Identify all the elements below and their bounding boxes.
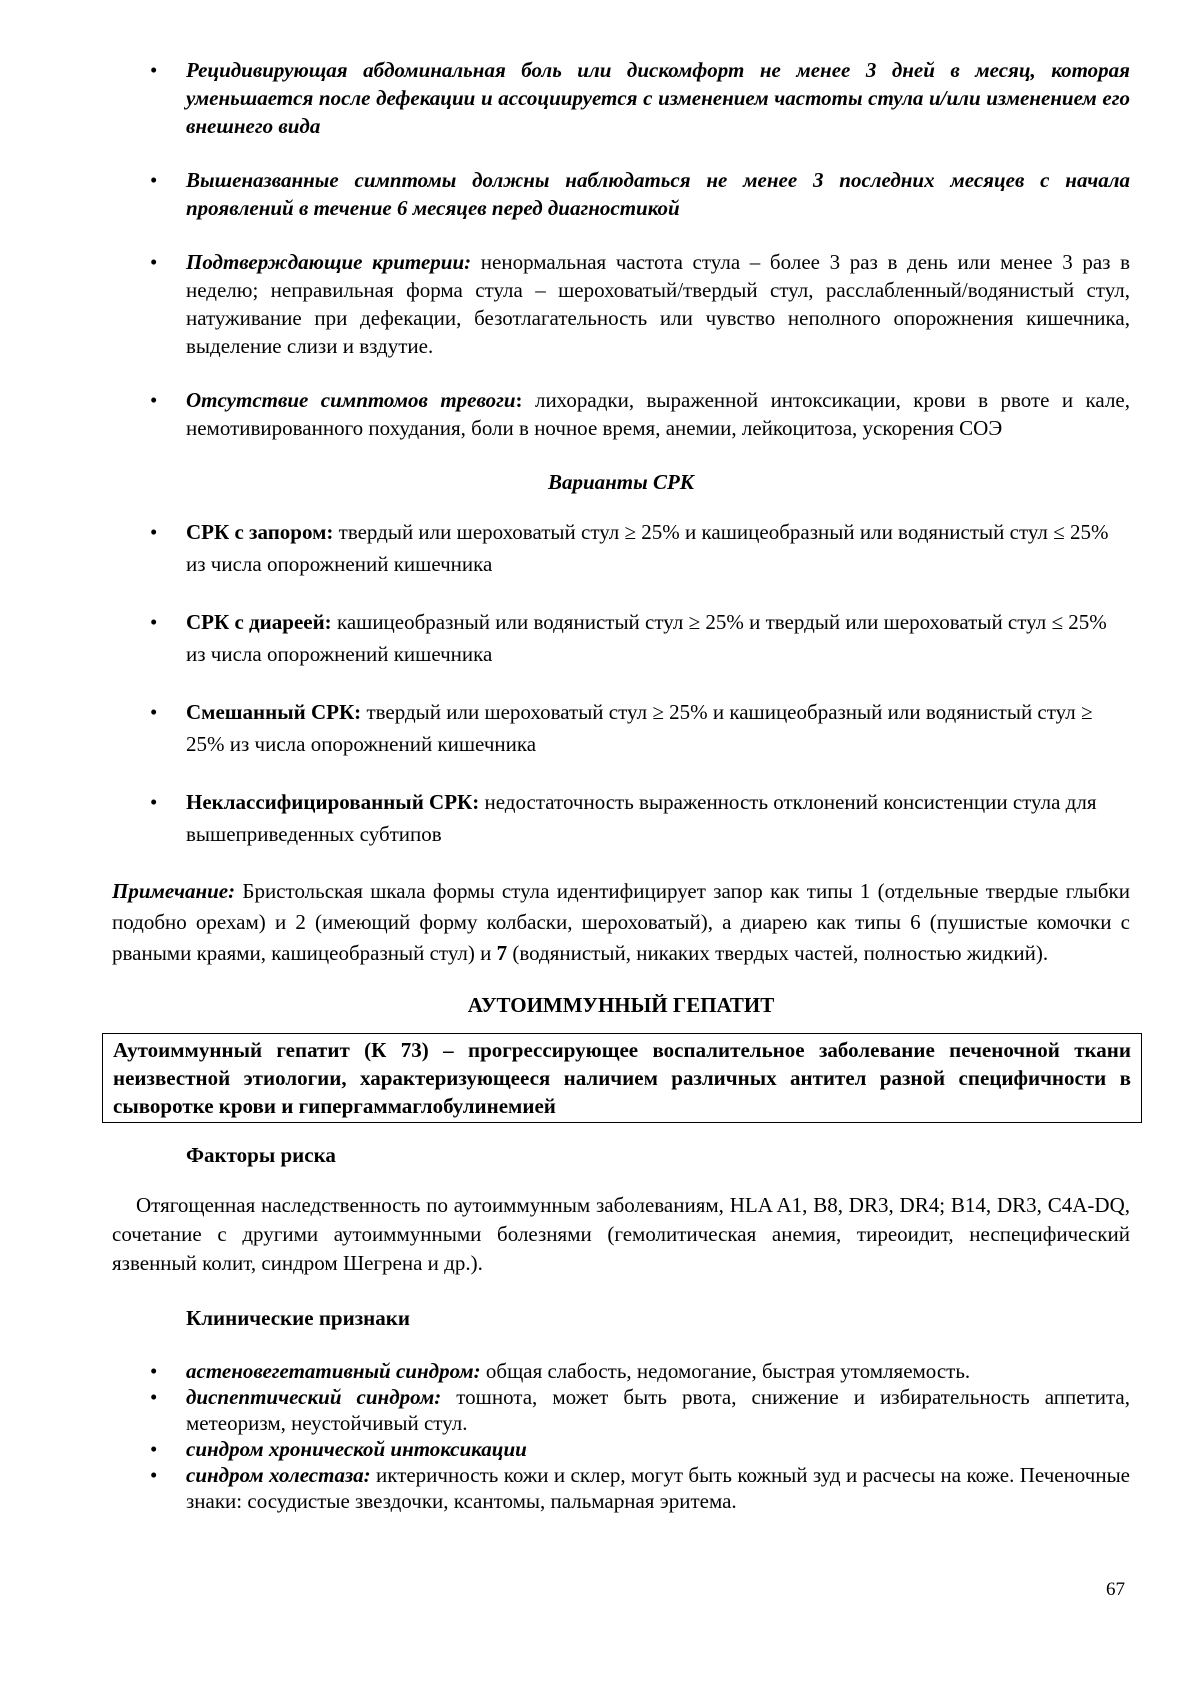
list-item: [112, 248, 1130, 360]
list-item: [112, 786, 1130, 850]
bullet: •: [150, 1385, 158, 1409]
note-text-2: (водянистый, никаких твердых частей, полностью жидкий).: [507, 941, 1049, 965]
criterion-text: ненормальная частота стула – более 3 раз в день или менее 3 раз в неделю; неправильная форма стула – шероховатый/твердый стул, расслабленный/водянистый стул, натуживание при дефекации, безотлагательность или чувство неполного опорожнения кишечника, выделение слизи и вздутие.: [186, 250, 1130, 358]
note-label: Примечание:: [112, 879, 236, 903]
rome-criteria-list: [112, 56, 1130, 442]
list-item: [112, 606, 1130, 670]
note-paragraph: [112, 876, 1130, 969]
clinical-label: синдром холестаза:: [186, 1463, 371, 1487]
criterion-text: лихорадки, выраженной интоксикации, крови в рвоте и кале, немотивированного похудания, боли в ночное время, анемии, лейкоцитоза, ускорения СОЭ: [186, 388, 1130, 440]
bullet: •: [150, 388, 158, 412]
bullet: •: [150, 520, 158, 544]
bullet: •: [150, 250, 158, 274]
page-number: 67: [1106, 1579, 1125, 1600]
variant-label: СРК с запором:: [186, 520, 334, 544]
bullet: •: [150, 1463, 158, 1487]
list-item: [112, 696, 1130, 760]
variants-heading: Варианты СРК: [547, 470, 695, 494]
variant-label: Неклассифицированный СРК:: [186, 790, 480, 814]
list-item: [112, 56, 1130, 140]
clinical-label: астеновегетативный синдром:: [186, 1359, 481, 1383]
variants-list: [112, 516, 1130, 850]
clinical-label: диспептический синдром:: [186, 1385, 442, 1409]
bullet: •: [150, 790, 158, 814]
list-item: [112, 1358, 1130, 1384]
clinical-text: общая слабость, недомогание, быстрая утомляемость.: [480, 1359, 971, 1383]
list-item: [112, 1462, 1130, 1514]
variant-text: кашицеобразный или водянистый стул ≥ 25% и твердый или шероховатый стул ≤ 25% из числа опорожнений кишечника: [186, 610, 1107, 666]
list-item: [112, 386, 1130, 442]
section-title: АУТОИММУННЫЙ ГЕПАТИТ: [467, 993, 775, 1017]
variant-text: твердый или шероховатый стул ≥ 25% и кашицеобразный или водянистый стул ≥ 25% из числа опорожнений кишечника: [186, 700, 1093, 756]
clinical-list: [112, 1358, 1130, 1514]
variant-label: Смешанный СРК:: [186, 700, 362, 724]
criterion-emphasis: Отсутствие симптомов тревоги: [186, 388, 516, 412]
bullet: •: [150, 58, 158, 82]
clinical-text: тошнота, может быть рвота, снижение и избирательность аппетита, метеоризм, неустойчивый стул.: [186, 1385, 1130, 1435]
variant-text: недостаточность выраженность отклонений консистенции стула для вышеприведенных субтипов: [186, 790, 1097, 846]
criterion-emphasis: Вышеназванные симптомы должны наблюдаться не менее 3 последних месяцев с начала проявлений в течение 6 месяцев перед диагностикой: [186, 168, 1130, 220]
bullet: •: [150, 168, 158, 192]
criterion-emphasis: Подтверждающие критерии:: [186, 250, 472, 274]
risk-paragraph: Отягощенная наследственность по аутоиммунным заболеваниям, HLA A1, B8, DR3, DR4; B14, DR3, C4A-DQ, сочетание с другими аутоиммунными болезнями (гемолитическая анемия, тиреоидит, неспецифический язвенный колит, синдром Шегрена и др.).: [112, 1193, 1130, 1275]
variant-text: твердый или шероховатый стул ≥ 25% и кашицеобразный или водянистый стул ≤ 25% из числа опорожнений кишечника: [186, 520, 1109, 576]
bullet: •: [150, 1359, 158, 1383]
clinical-text: иктеричность кожи и склер, могут быть кожный зуд и расчесы на коже. Печеночные знаки: сосудистые звездочки, ксантомы, пальмарная эритема.: [186, 1463, 1130, 1513]
list-item: [112, 516, 1130, 580]
list-item: [112, 1436, 1130, 1462]
list-item: [112, 166, 1130, 222]
bullet: •: [150, 1437, 158, 1461]
criterion-emphasis: Рецидивирующая абдоминальная боль или дискомфорт не менее 3 дней в месяц, которая уменьшается после дефекации и ассоциируется с изменением частоты стула и/или изменением его внешнего вида: [186, 58, 1130, 138]
clinical-label: синдром хронической интоксикации: [186, 1437, 527, 1461]
list-item: [112, 1384, 1130, 1436]
criterion-colon: :: [515, 388, 523, 412]
risk-heading: Факторы риска: [186, 1143, 336, 1167]
definition-box: Аутоиммунный гепатит (К 73) – прогрессирующее воспалительное заболевание печеночной ткани неизвестной этиологии, характеризующееся наличием различных антител разной специфичности в сыворотке крови и гипергаммаглобулинемией: [102, 1033, 1142, 1123]
bullet: •: [150, 610, 158, 634]
bullet: •: [150, 700, 158, 724]
variant-label: СРК с диареей:: [186, 610, 332, 634]
note-text-1: Бристольская шкала формы стула идентифицирует запор как типы 1 (отдельные твердые глыбки подобно орехам) и 2 (имеющий форму колбаски, шероховатый), а диарею как типы 6 (пушистые комочки с рваными краями, кашицеобразный стул) и: [112, 879, 1130, 965]
note-bold-number: 7: [496, 941, 508, 965]
document-page: [112, 56, 1130, 1514]
clinical-heading: Клинические признаки: [186, 1306, 410, 1330]
